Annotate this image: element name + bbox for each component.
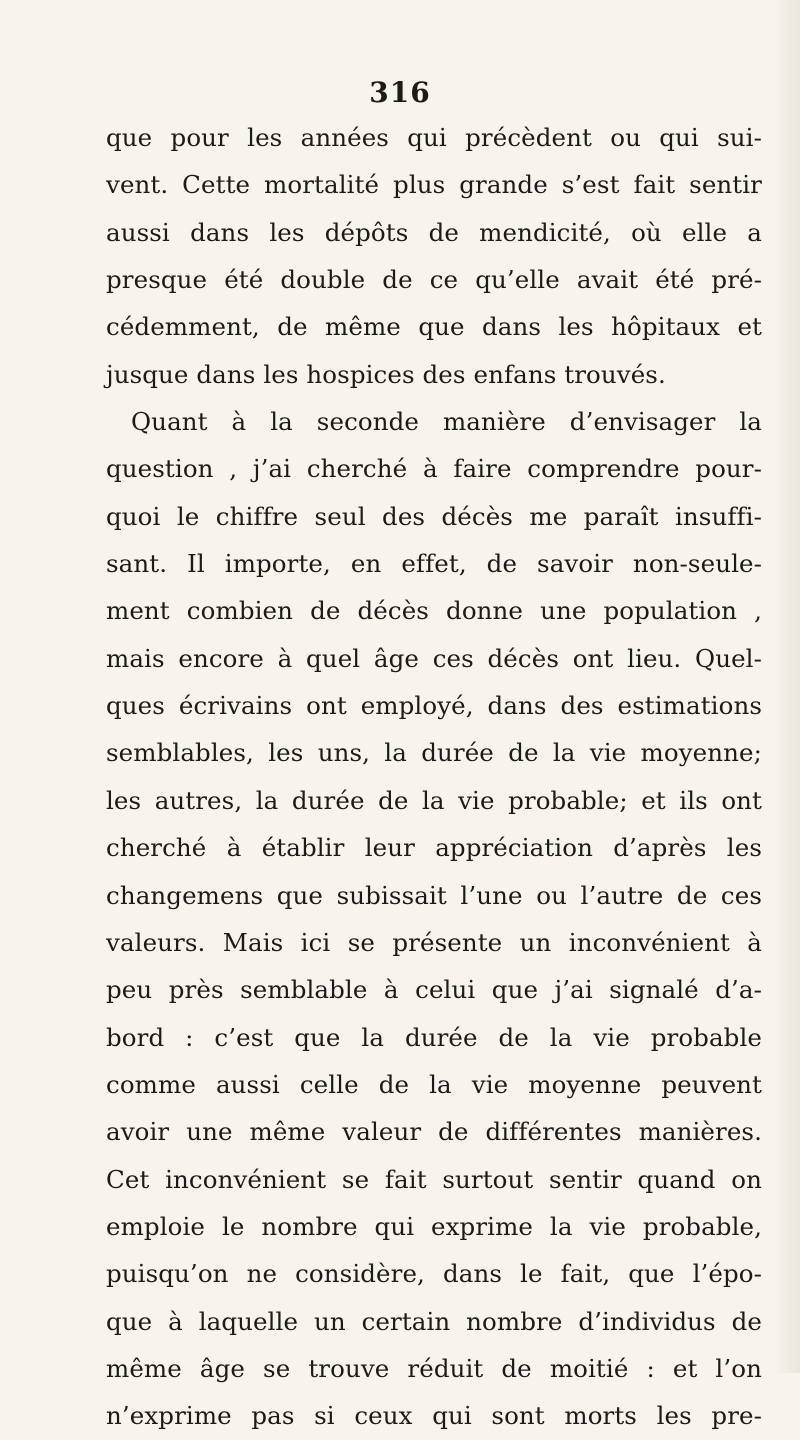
text-line: question , j’ai cherché à faire comprendre pour- xyxy=(106,454,762,484)
text-line: bord : c’est que la durée de la vie probable xyxy=(106,1022,762,1052)
text-line: peu près semblable à celui que j’ai signalé d’a- xyxy=(106,975,762,1005)
text-line: n’exprime pas si ceux qui sont morts les pre- xyxy=(106,1401,762,1431)
text-line: emploie le nombre qui exprime la vie probable, xyxy=(106,1211,762,1241)
text-line: que à laquelle un certain nombre d’individus de xyxy=(106,1306,762,1336)
text-line: semblables, les uns, la durée de la vie moyenne; xyxy=(106,738,762,768)
text-line: cherché à établir leur appréciation d’après les xyxy=(106,833,762,863)
text-line: cédemment, de même que dans les hôpitaux et xyxy=(106,312,762,342)
page-number: 316 xyxy=(369,76,431,109)
text-line: avoir une même valeur de différentes manières. xyxy=(106,1117,762,1147)
text-line: ment combien de décès donne une population , xyxy=(106,596,762,626)
text-line: quoi le chiffre seul des décès me paraît insuffi- xyxy=(106,501,762,531)
text-line: aussi dans les dépôts de mendicité, où elle a xyxy=(106,217,762,247)
text-line: sant. Il importe, en effet, de savoir non-seule- xyxy=(106,549,762,579)
text-line: Cet inconvénient se fait surtout sentir quand on xyxy=(106,1164,762,1194)
text-line: mais encore à quel âge ces décès ont lieu. Quel- xyxy=(106,643,762,673)
text-line: que pour les années qui précèdent ou qui sui- xyxy=(106,123,762,152)
text-line: même âge se trouve réduit de moitié : et l’on xyxy=(106,1353,762,1383)
text-line: vent. Cette mortalité plus grande s’est fait sentir xyxy=(106,170,762,200)
page-edge-shadow xyxy=(772,0,800,1373)
text-line: comme aussi celle de la vie moyenne peuvent xyxy=(106,1069,762,1099)
paragraph-start-line: Quant à la seconde manière d’envisager la xyxy=(131,407,762,437)
text-line: ques écrivains ont employé, dans des estimations xyxy=(106,691,762,721)
text-line: presque été double de ce qu’elle avait été pré- xyxy=(106,265,762,295)
text-line: puisqu’on ne considère, dans le fait, que l’épo- xyxy=(106,1259,762,1289)
text-line: les autres, la durée de la vie probable; et ils ont xyxy=(106,785,762,815)
text-line: valeurs. Mais ici se présente un inconvénient à xyxy=(106,927,762,957)
text-line: changemens que subissait l’une ou l’autre de ces xyxy=(106,880,762,910)
paragraph-end-line: jusque dans les hospices des enfans trouvés. xyxy=(106,359,666,389)
body-text xyxy=(106,114,762,1440)
